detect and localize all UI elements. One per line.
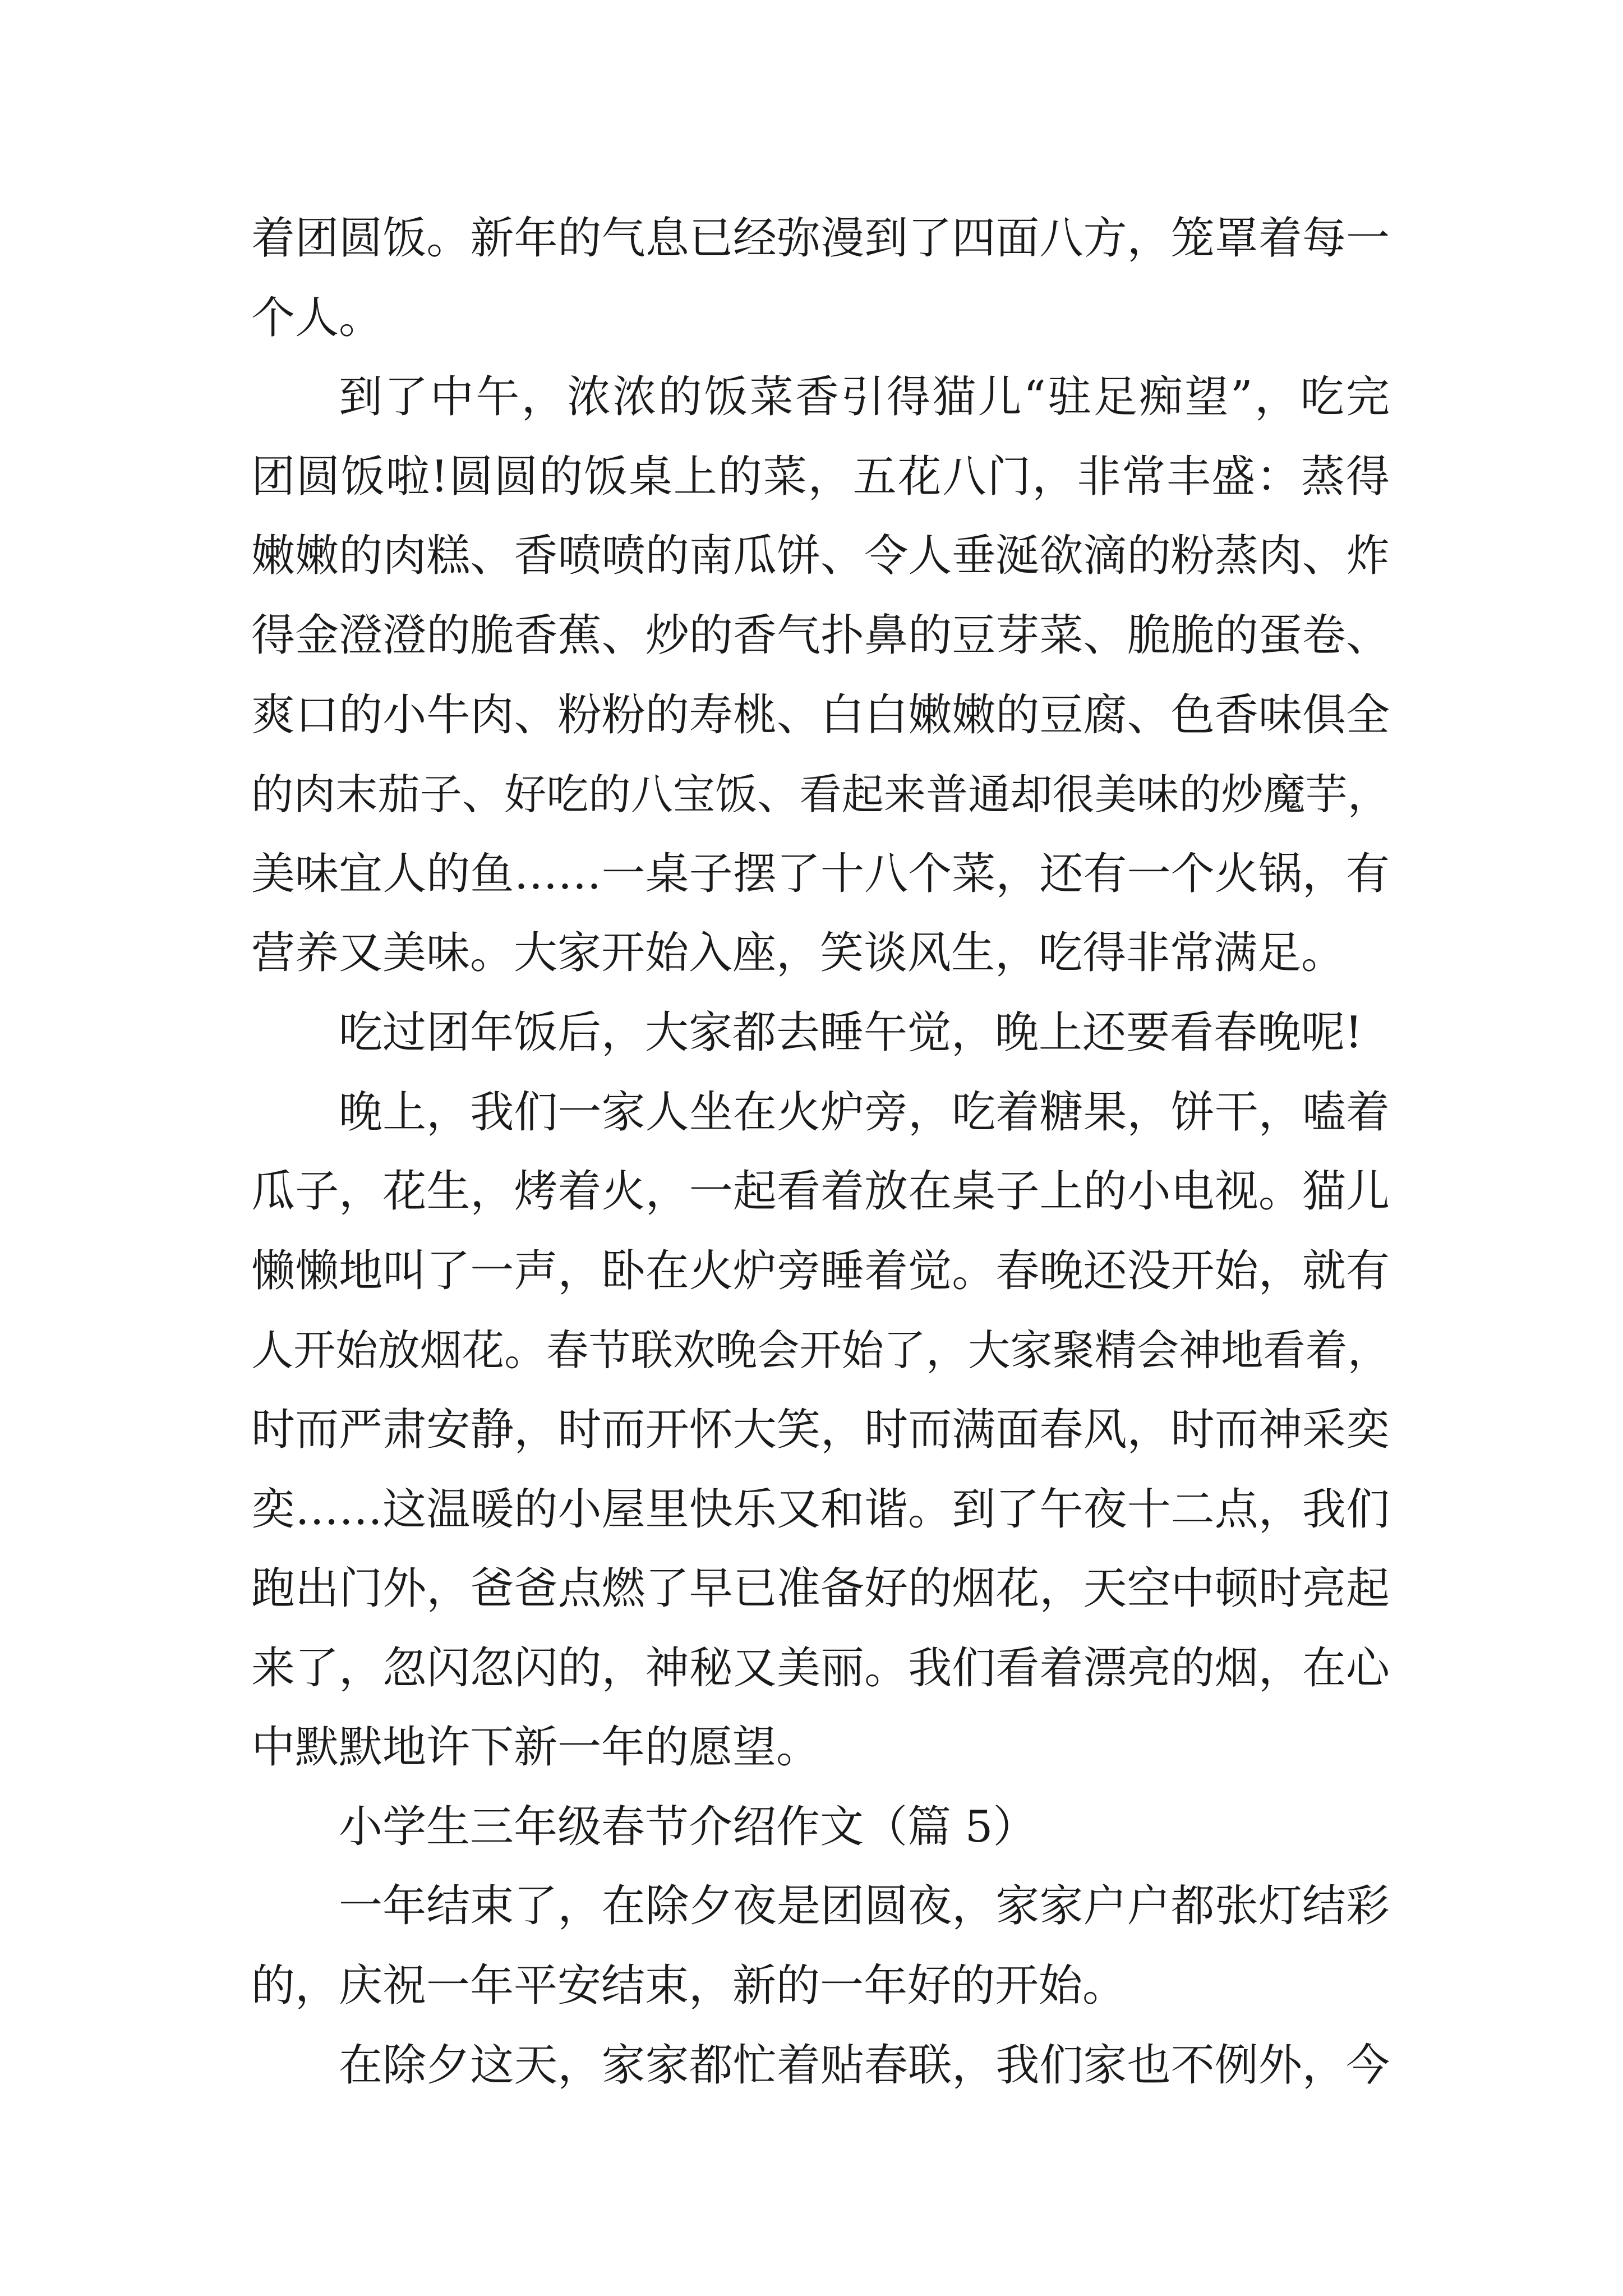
text-line: 晚上，我们一家人坐在火炉旁，吃着糖果，饼干，嗑着 [339, 1087, 1390, 1138]
text-line: 来了，忽闪忽闪的，神秘又美丽。我们看着漂亮的烟，在心 [251, 1642, 1390, 1694]
text-line: 得金澄澄的脆香蕉、炒的香气扑鼻的豆芽菜、脆脆的蛋卷、 [251, 610, 1390, 661]
text-line: 的，庆祝一年平安结束，新的一年好的开始。 [251, 1961, 1127, 2012]
text-line: 的肉末茄子、好吃的八宝饭、看起来普通却很美味的炒魔芋， [251, 770, 1390, 820]
text-line: 瓜子，花生，烤着火，一起看着放在桌子上的小电视。猫儿 [251, 1166, 1390, 1217]
text-line: 美味宜人的鱼……一桌子摆了十八个菜，还有一个火锅，有 [251, 848, 1390, 899]
text-line: 营养又美味。大家开始入座，笑谈风生，吃得非常满足。 [251, 928, 1345, 979]
text-line: 爽口的小牛肉、粉粉的寿桃、白白嫩嫩的豆腐、色香味俱全 [251, 689, 1390, 740]
text-line: 团圆饭啦!圆圆的饭桌上的菜，五花八门，非常丰盛：蒸得 [251, 451, 1390, 502]
text-line: 奕……这温暖的小屋里快乐又和谐。到了午夜十二点，我们 [251, 1484, 1390, 1535]
text-line: 吃过团年饭后，大家都去睡午觉，晚上还要看春晚呢! [339, 1007, 1363, 1058]
text-line: 跑出门外，爸爸点燃了早已准备好的烟花，天空中顿时亮起 [251, 1563, 1390, 1614]
text-line: 中默默地许下新一年的愿望。 [251, 1722, 820, 1773]
text-line: 人开始放烟花。春节联欢晚会开始了，大家聚精会神地看着， [251, 1326, 1390, 1375]
text-line: 一年结束了，在除夕夜是团圆夜，家家户户都张灯结彩 [339, 1881, 1390, 1932]
document-body [251, 199, 1390, 2105]
text-line: 在除夕这天，家家都忙着贴春联，我们家也不例外，今 [339, 2040, 1390, 2091]
text-line: 懒懒地叫了一声，卧在火炉旁睡着觉。春晚还没开始，就有 [251, 1245, 1390, 1296]
text-line: 嫩嫩的肉糕、香喷喷的南瓜饼、令人垂涎欲滴的粉蒸肉、炸 [251, 531, 1390, 582]
text-line: 时而严肃安静，时而开怀大笑，时而满面春风，时而神采奕 [251, 1404, 1390, 1455]
section-heading: 小学生三年级春节介绍作文（篇 5） [339, 1801, 1037, 1852]
text-line: 个人。 [251, 292, 383, 343]
text-line: 到了中午，浓浓的饭菜香引得猫儿“驻足痴望”，吃完 [339, 372, 1390, 423]
text-line: 着团圆饭。新年的气息已经弥漫到了四面八方，笼罩着每一 [251, 213, 1390, 264]
